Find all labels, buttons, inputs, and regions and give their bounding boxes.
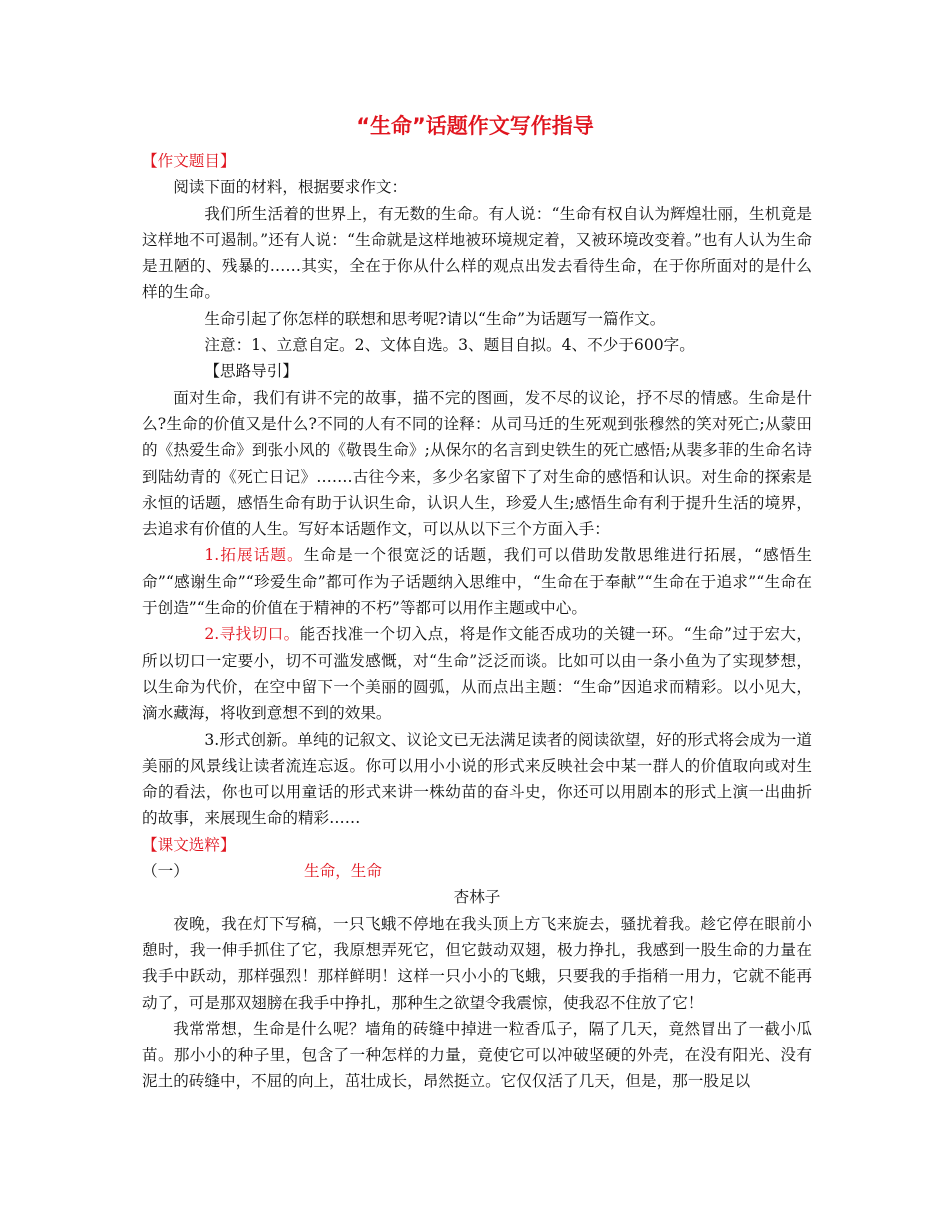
- selection-number: （一）: [142, 862, 189, 881]
- section-heading-topic: 【作文题目】: [142, 152, 236, 170]
- essay-paragraph-1: 夜晚，我在灯下写稿，一只飞蛾不停地在我头顶上方飞来旋去，骚扰着我。趁它停在眼前小憩时，我一伸手抓住了它，我原想弄死它，但它鼓动双翅，极力挣扎，我感到一股生命的力量在我手中跃动，那样强烈！那样鲜明！这样一只小小的飞蛾，只要我的手指稍一用力，它就不能再动了，可是那双翅膀在我手中挣扎，那种生之欲望令我震惊，使我忍不住放了它！: [142, 914, 812, 1012]
- selection-title: 生命，生命: [304, 862, 382, 881]
- section-heading-guide: 【思路导引】: [204, 362, 298, 381]
- selection-header: [142, 858, 812, 884]
- point-2-heading: 2.寻找切口。: [204, 625, 300, 644]
- paragraph-guide: 面对生命，我们有讲不完的故事，描不完的图画，发不尽的议论，抒不尽的情感。生命是什么?生命的价值又是什么?不同的人有不同的诠释：从司马迁的生死观到张穆然的笑对死亡;从蒙田的《热爱生命》到张小风的《敬畏生命》;从保尔的名言到史铁生的死亡感悟;从裴多菲的生命名诗到陆幼青的《死亡日记》…….古往今来，多少名家留下了对生命的感悟和认识。对生命的探索是永恒的话题，感悟生命有助于认识生命，认识人生，珍爱人生;感悟生命有利于提升生活的境界，去追求有价值的人生。写好本话题作文，可以从以下三个方面入手：: [142, 388, 812, 539]
- document-body: [142, 148, 812, 1095]
- selection-author: 杏林子: [453, 888, 501, 907]
- paragraph-material: 我们所生活着的世界上，有无数的生命。有人说：“生命有权自认为辉煌壮丽，生机竟是这样地不可遏制。”还有人说：“生命就是这样地被环境规定着，又被环境改变着。”也有人认为生命是丑陋的、残暴的……其实，全在于你从什么样的观点出发去看待生命，在于你所面对的是什么样的生命。: [142, 204, 812, 302]
- paragraph-point-1: [142, 542, 812, 621]
- paragraph-note: 注意：1、立意自定。2、文体自选。3、题目自拟。4、不少于600字。: [204, 336, 695, 355]
- paragraph-prompt: 生命引起了你怎样的联想和思考呢?请以“生命”为话题写一篇作文。: [204, 309, 666, 328]
- section-heading-selection: 【课文选粹】: [142, 835, 236, 854]
- point-2-body: 能否找准一个切入点，将是作文能否成功的关键一环。“生命”过于宏大，所以切口一定要小，切不可滥发感慨，对“生命”泛泛而谈。比如可以由一条小鱼为了实现梦想，以生命为代价，在空中留下一个美丽的圆弧，从而点出主题：“生命”因追求而精彩。以小见大，滴水藏海，将收到意想不到的效果。: [142, 625, 812, 723]
- paragraph-point-2: [142, 621, 812, 726]
- page-title: “生命”话题作文写作指导: [356, 114, 594, 138]
- paragraph-intro: 阅读下面的材料，根据要求作文：: [173, 178, 408, 197]
- essay-paragraph-2: 我常常想，生命是什么呢？墙角的砖缝中掉进一粒香瓜子，隔了几天，竟然冒出了一截小瓜苗。那小小的种子里，包含了一种怎样的力量，竟使它可以冲破坚硬的外壳，在没有阳光、没有泥土的砖缝中，不屈的向上，茁壮成长，昂然挺立。它仅仅活了几天，但是，那一股足以: [142, 1019, 812, 1091]
- paragraph-point-3: 3.形式创新。单纯的记叙文、议论文已无法满足读者的阅读欲望，好的形式将会成为一道美丽的风景线让读者流连忘返。你可以用小小说的形式来反映社会中某一群人的价值取向或对生命的看法，你也可以用童话的形式来讲一株幼苗的奋斗史，你还可以用剧本的形式上演一出曲折的故事，来展现生命的精彩……: [142, 730, 812, 828]
- point-1-heading: 1.拓展话题。: [204, 546, 304, 565]
- point-1-body: 生命是一个很宽泛的话题，我们可以借助发散思维进行拓展，“感悟生命”“感谢生命”“珍爱生命”都可作为子话题纳入思维中，“生命在于奉献”“生命在于追求”“生命在于创造”“生命的价值在于精神的不朽”等都可以用作主题或中心。: [142, 546, 812, 618]
